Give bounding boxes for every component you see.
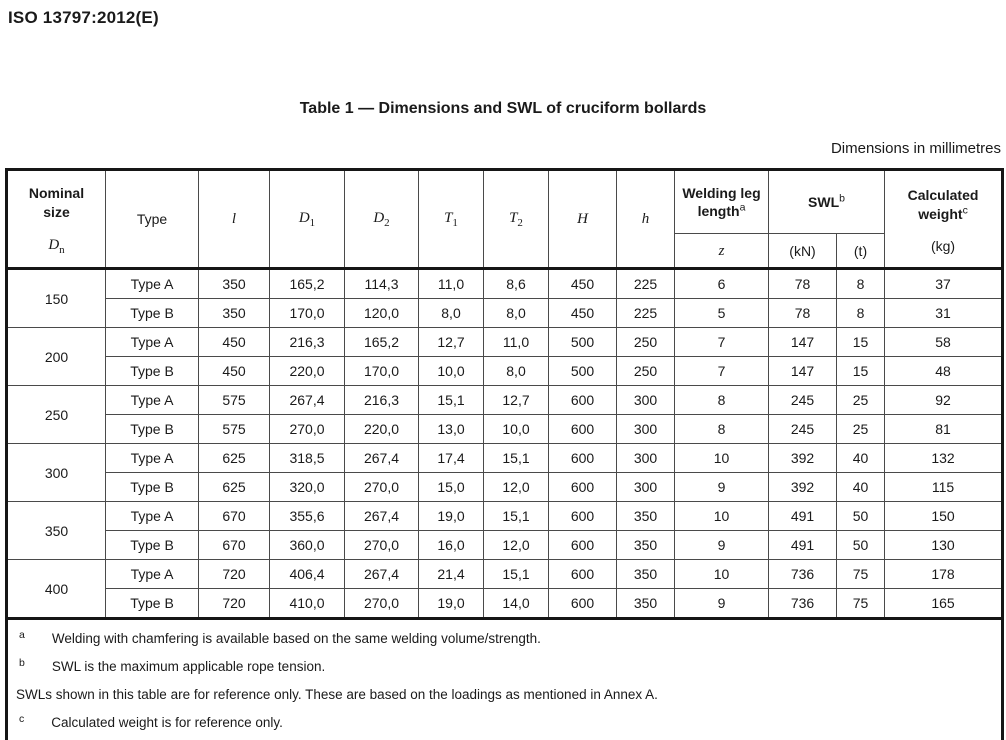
table-cell: 31 xyxy=(885,299,1003,328)
table-cell: 15,1 xyxy=(484,560,549,589)
footnote-a: $^a$ Welding with chamfering is available based on the same welding volume/strength. xyxy=(19,628,541,646)
table-cell: 500 xyxy=(549,328,617,357)
footnote-ref-c: c xyxy=(962,203,968,216)
table-cell: 670 xyxy=(199,502,270,531)
table-cell: 9 xyxy=(675,531,769,560)
table-cell: 16,0 xyxy=(419,531,484,560)
table-cell: 8,0 xyxy=(484,357,549,386)
type-cell: Type A xyxy=(106,269,199,299)
table-cell: 600 xyxy=(549,415,617,444)
table-body xyxy=(7,269,1003,619)
dimensions-table xyxy=(5,168,1004,740)
table-cell: 216,3 xyxy=(270,328,345,357)
table-cell: 267,4 xyxy=(345,560,419,589)
table-cell: 120,0 xyxy=(345,299,419,328)
table-cell: 600 xyxy=(549,386,617,415)
table-cell: 450 xyxy=(199,328,270,357)
table-cell: 8,0 xyxy=(419,299,484,328)
type-cell: Type A xyxy=(106,502,199,531)
table-cell: 736 xyxy=(769,560,837,589)
table-cell: 600 xyxy=(549,560,617,589)
table-cell: 92 xyxy=(885,386,1003,415)
table-header xyxy=(7,170,1003,269)
table-cell: 165,2 xyxy=(345,328,419,357)
type-cell: Type B xyxy=(106,473,199,502)
table-cell: 9 xyxy=(675,589,769,619)
table-cell: 25 xyxy=(837,415,885,444)
table-cell: 15,1 xyxy=(484,502,549,531)
table-cell: 11,0 xyxy=(419,269,484,299)
col-subheader-t: (t) xyxy=(837,234,885,269)
table-cell: 720 xyxy=(199,589,270,619)
table-cell: 165 xyxy=(885,589,1003,619)
col-header-nominal-size xyxy=(7,170,106,269)
table-cell: 19,0 xyxy=(419,589,484,619)
table-cell: 300 xyxy=(617,386,675,415)
table-cell: 245 xyxy=(769,415,837,444)
nominal-size-cell: 350 xyxy=(7,502,106,560)
table-cell: 40 xyxy=(837,473,885,502)
col-header-welding-leg-length: Welding leg length$^a$ xyxy=(675,170,769,234)
col-subheader-kn: (kN) xyxy=(769,234,837,269)
type-cell: Type A xyxy=(106,386,199,415)
table-cell: 48 xyxy=(885,357,1003,386)
table-cell: 7 xyxy=(675,357,769,386)
table-cell: 10,0 xyxy=(419,357,484,386)
table-cell: 13,0 xyxy=(419,415,484,444)
table-cell: 50 xyxy=(837,502,885,531)
col-subheader-z: z xyxy=(675,234,769,269)
table-cell: 10 xyxy=(675,502,769,531)
table-cell: 25 xyxy=(837,386,885,415)
table-cell: 250 xyxy=(617,357,675,386)
table-cell: 600 xyxy=(549,589,617,619)
table-row xyxy=(7,328,1003,357)
table-cell: 360,0 xyxy=(270,531,345,560)
table-cell: 600 xyxy=(549,444,617,473)
table-cell: 78 xyxy=(769,269,837,299)
col-header-calculated-weight: Calculated weight$^c$ (kg) xyxy=(885,170,1003,269)
table-cell: 15 xyxy=(837,328,885,357)
table-cell: 220,0 xyxy=(270,357,345,386)
table-cell: 12,0 xyxy=(484,473,549,502)
table-cell: 12,7 xyxy=(419,328,484,357)
table-row xyxy=(7,299,1003,328)
table-cell: 81 xyxy=(885,415,1003,444)
table-cell: 58 xyxy=(885,328,1003,357)
type-cell: Type A xyxy=(106,560,199,589)
table-cell: 132 xyxy=(885,444,1003,473)
table-cell: 147 xyxy=(769,328,837,357)
table-cell: 19,0 xyxy=(419,502,484,531)
table-footnotes xyxy=(7,619,1003,740)
table-cell: 250 xyxy=(617,328,675,357)
document-reference: ISO 13797:2012(E) xyxy=(8,8,159,27)
table-cell: 5 xyxy=(675,299,769,328)
table-cell: 8 xyxy=(837,269,885,299)
type-cell: Type B xyxy=(106,589,199,619)
table-cell: 8,6 xyxy=(484,269,549,299)
col-header-t2: $T_2$ xyxy=(484,170,549,269)
table-cell: 15,0 xyxy=(419,473,484,502)
table-cell: 300 xyxy=(617,444,675,473)
table-cell: 720 xyxy=(199,560,270,589)
table-cell: 9 xyxy=(675,473,769,502)
table-row xyxy=(7,531,1003,560)
table-cell: 14,0 xyxy=(484,589,549,619)
table-cell: 318,5 xyxy=(270,444,345,473)
table-cell: 500 xyxy=(549,357,617,386)
footnote-ref-a: a xyxy=(739,201,746,214)
table-cell: 216,3 xyxy=(345,386,419,415)
col-header-swl: SWL$^b$ xyxy=(769,170,885,234)
nominal-size-cell: 250 xyxy=(7,386,106,444)
table-cell: 450 xyxy=(549,269,617,299)
table-cell: 15,1 xyxy=(419,386,484,415)
footnote-b: $^b$ SWL is the maximum applicable rope tension. xyxy=(19,656,326,674)
footnote-cell xyxy=(7,619,1003,740)
table-cell: 21,4 xyxy=(419,560,484,589)
table-cell: 8,0 xyxy=(484,299,549,328)
table-cell: 78 xyxy=(769,299,837,328)
footnote-row xyxy=(7,619,1003,740)
table-cell: 350 xyxy=(617,502,675,531)
table-cell: 270,0 xyxy=(345,473,419,502)
units-note: Dimensions in millimetres xyxy=(830,140,1001,157)
table-cell: 491 xyxy=(769,502,837,531)
table-cell: 625 xyxy=(199,473,270,502)
table-cell: 10 xyxy=(675,560,769,589)
nominal-size-cell: 200 xyxy=(7,328,106,386)
table-cell: 17,4 xyxy=(419,444,484,473)
table-cell: 392 xyxy=(769,473,837,502)
table-cell: 625 xyxy=(199,444,270,473)
type-cell: Type B xyxy=(106,299,199,328)
table-row xyxy=(7,589,1003,619)
table-cell: 165,2 xyxy=(270,269,345,299)
table-cell: 350 xyxy=(199,299,270,328)
table-cell: 350 xyxy=(617,531,675,560)
footnote-ref-b: b xyxy=(839,192,845,205)
table-cell: 170,0 xyxy=(345,357,419,386)
table-cell: 575 xyxy=(199,415,270,444)
col-header-type: Type xyxy=(106,170,199,269)
nominal-size-cell: 300 xyxy=(7,444,106,502)
col-header-h-upper: H xyxy=(549,170,617,269)
table-cell: 320,0 xyxy=(270,473,345,502)
table-cell: 6 xyxy=(675,269,769,299)
table-cell: 300 xyxy=(617,473,675,502)
table-cell: 350 xyxy=(617,589,675,619)
table-cell: 10,0 xyxy=(484,415,549,444)
table-cell: 8 xyxy=(675,386,769,415)
footnote-c: $^c$ Calculated weight is for reference only. xyxy=(19,712,283,730)
table-cell: 670 xyxy=(199,531,270,560)
table-cell: 130 xyxy=(885,531,1003,560)
table-cell: 270,0 xyxy=(345,589,419,619)
type-cell: Type A xyxy=(106,328,199,357)
table-cell: 11,0 xyxy=(484,328,549,357)
table-cell: 178 xyxy=(885,560,1003,589)
table-cell: 600 xyxy=(549,473,617,502)
table-cell: 40 xyxy=(837,444,885,473)
table-cell: 225 xyxy=(617,269,675,299)
table-cell: 355,6 xyxy=(270,502,345,531)
table-cell: 350 xyxy=(617,560,675,589)
table-cell: 406,4 xyxy=(270,560,345,589)
table-row xyxy=(7,502,1003,531)
table-row xyxy=(7,269,1003,299)
table-cell: 15,1 xyxy=(484,444,549,473)
table-cell: 75 xyxy=(837,589,885,619)
table-cell: 392 xyxy=(769,444,837,473)
table-cell: 300 xyxy=(617,415,675,444)
type-cell: Type B xyxy=(106,531,199,560)
table-cell: 7 xyxy=(675,328,769,357)
table-cell: 245 xyxy=(769,386,837,415)
table-cell: 450 xyxy=(199,357,270,386)
table-cell: 491 xyxy=(769,531,837,560)
nominal-size-cell: 150 xyxy=(7,269,106,328)
col-header-h-lower: h xyxy=(617,170,675,269)
header-row-main xyxy=(7,170,1003,234)
table-cell: 10 xyxy=(675,444,769,473)
col-header-l: l xyxy=(199,170,270,269)
nominal-size-cell: 400 xyxy=(7,560,106,619)
nominal-size-label: Nominal size xyxy=(28,185,85,220)
table-cell: 115 xyxy=(885,473,1003,502)
weight-unit: (kg) xyxy=(930,237,956,254)
col-header-d2: $D_2$ xyxy=(345,170,419,269)
col-header-t1: $T_1$ xyxy=(419,170,484,269)
type-cell: Type B xyxy=(106,415,199,444)
table-cell: 12,7 xyxy=(484,386,549,415)
table-title: Table 1 — Dimensions and SWL of cruciform bollards xyxy=(299,100,707,117)
table-cell: 37 xyxy=(885,269,1003,299)
table-row xyxy=(7,473,1003,502)
type-cell: Type B xyxy=(106,357,199,386)
table-cell: 50 xyxy=(837,531,885,560)
table-cell: 600 xyxy=(549,502,617,531)
table-cell: 270,0 xyxy=(270,415,345,444)
col-header-d1: $D_1$ xyxy=(270,170,345,269)
nominal-size-symbol: $D_n$ xyxy=(48,236,65,256)
table-row xyxy=(7,415,1003,444)
table-cell: 600 xyxy=(549,531,617,560)
table-cell: 150 xyxy=(885,502,1003,531)
table-cell: 8 xyxy=(837,299,885,328)
table-cell: 114,3 xyxy=(345,269,419,299)
table-cell: 350 xyxy=(199,269,270,299)
table-cell: 575 xyxy=(199,386,270,415)
table-cell: 270,0 xyxy=(345,531,419,560)
table-row xyxy=(7,386,1003,415)
table-cell: 75 xyxy=(837,560,885,589)
table-cell: 450 xyxy=(549,299,617,328)
table-cell: 8 xyxy=(675,415,769,444)
table-cell: 267,4 xyxy=(345,502,419,531)
table-cell: 147 xyxy=(769,357,837,386)
table-cell: 267,4 xyxy=(270,386,345,415)
type-cell: Type A xyxy=(106,444,199,473)
table-cell: 170,0 xyxy=(270,299,345,328)
table-cell: 15 xyxy=(837,357,885,386)
table-cell: 267,4 xyxy=(345,444,419,473)
footnote-swl-reference: SWLs shown in this table are for reference only. These are based on the loadings as mentioned in Annex A. xyxy=(16,687,658,702)
table-row xyxy=(7,357,1003,386)
table-row xyxy=(7,444,1003,473)
table-row xyxy=(7,560,1003,589)
table-cell: 225 xyxy=(617,299,675,328)
table-cell: 12,0 xyxy=(484,531,549,560)
table-cell: 220,0 xyxy=(345,415,419,444)
table-cell: 410,0 xyxy=(270,589,345,619)
table-cell: 736 xyxy=(769,589,837,619)
